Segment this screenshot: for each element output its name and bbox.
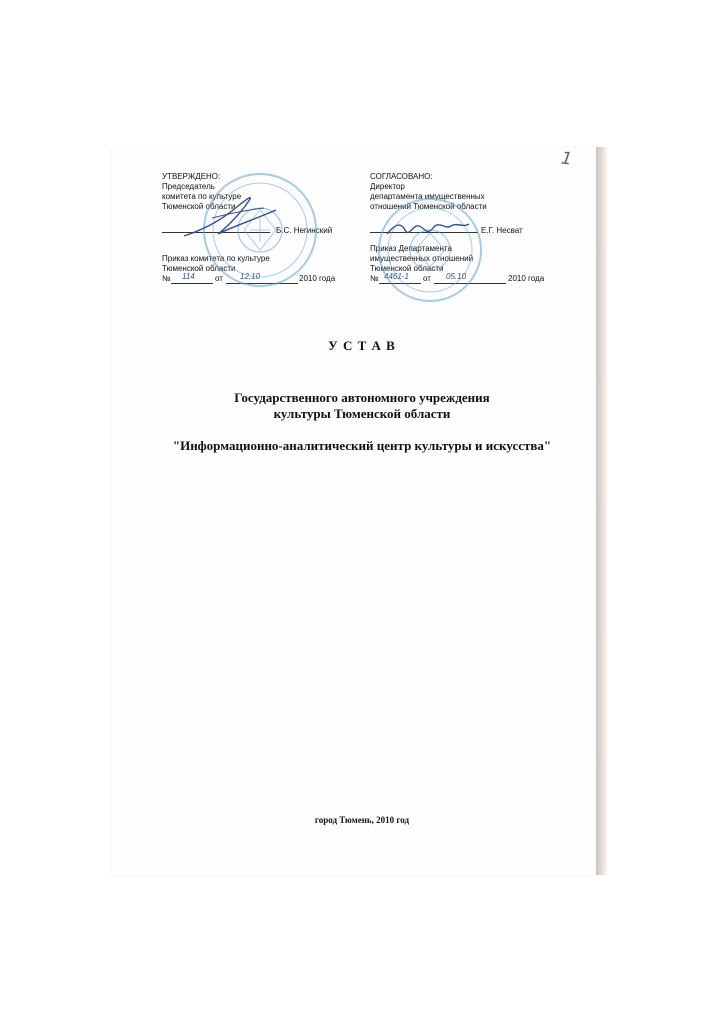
right-order-line3: Тюменской области	[370, 264, 444, 273]
left-number-prefix: №	[162, 274, 171, 283]
left-order-line2: Тюменской области	[162, 264, 236, 273]
left-signature	[178, 188, 288, 248]
left-heading: УТВЕРЖДЕНО:	[162, 172, 221, 181]
left-line2: комитета по культуре	[162, 192, 242, 201]
left-year: 2010 года	[299, 274, 336, 283]
right-line2: департамента имущественных	[370, 192, 485, 201]
right-signer: Е.Г. Несват	[481, 226, 523, 235]
page-edge-right	[596, 147, 607, 875]
document-title: У С Т А В	[328, 338, 396, 353]
right-stamp-seal	[375, 195, 485, 305]
subtitle-line1: Государственного автономного учреждения	[234, 390, 490, 405]
left-signer: Б.С. Негинский	[276, 226, 333, 235]
right-order-line1: Приказ Департамента	[370, 244, 452, 253]
left-from-label: от	[215, 274, 223, 283]
right-signature	[383, 214, 473, 244]
right-number-value: 4461-1	[384, 272, 409, 281]
page-number: 1	[559, 148, 574, 170]
right-date-handwritten: 05.10	[446, 272, 467, 281]
right-heading: СОГЛАСОВАНО:	[370, 172, 433, 181]
city-year: город Тюмень, 2010 год	[314, 815, 410, 825]
organization-name: "Информационно-аналитический центр культуры и искусства"	[172, 438, 552, 453]
right-line3: отношений Тюменской области	[370, 202, 487, 211]
right-from-label: от	[423, 274, 431, 283]
right-line1: Директор	[370, 182, 405, 191]
right-number-prefix: №	[370, 274, 379, 283]
subtitle-line2: культуры Тюменской области	[273, 406, 451, 421]
left-order-line1: Приказ комитета по культуре	[162, 254, 270, 263]
right-order-line2: имущественных отношений	[370, 254, 474, 263]
left-number-value: 114	[182, 272, 195, 281]
left-date-handwritten: 12.10	[240, 272, 261, 281]
right-year: 2010 года	[508, 274, 545, 283]
left-line3: Тюменской области	[162, 202, 236, 211]
left-line1: Председатель	[162, 182, 215, 191]
